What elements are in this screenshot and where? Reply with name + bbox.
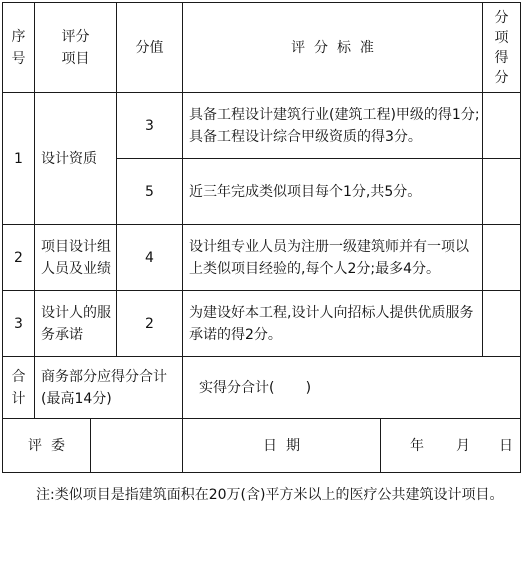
row2-item: 项目设计组人员及业绩: [41, 238, 111, 277]
row1b-score: 5: [145, 183, 154, 200]
row1a-score: 3: [145, 117, 154, 134]
reviewer-label: 评 委: [28, 437, 65, 454]
date-month: 月: [456, 437, 470, 454]
footnote: 注:类似项目是指建筑面积在20万(含)平方米以上的医疗公共建筑设计项目。: [36, 487, 504, 503]
header-score: 分值: [135, 39, 164, 56]
row3-seq: 3: [14, 315, 23, 332]
total-actual-score: 实得分合计( ): [199, 379, 312, 396]
row1-item: 设计资质: [41, 150, 97, 167]
date-label: 日 期: [263, 437, 300, 454]
row3-score: 2: [145, 315, 154, 332]
table-border-right: [520, 2, 521, 473]
row2-seq: 2: [14, 249, 23, 266]
total-max-score: 商务部分应得分合计(最高14分): [41, 368, 167, 407]
row3-item: 设计人的服务承诺: [41, 304, 111, 343]
row1a-criteria: 具备工程设计建筑行业(建筑工程)甲级的得1分;具备工程设计综合甲级资质的得3分。: [189, 106, 480, 145]
row1b-criteria: 近三年完成类似项目每个1分,共5分。: [189, 183, 422, 200]
total-label: 合 计: [11, 368, 26, 407]
header-seq: 序 号: [11, 28, 26, 67]
date-divider: [380, 418, 381, 472]
reviewer-divider: [90, 418, 91, 472]
date-day: 日: [499, 437, 513, 454]
table-border-bottom: [2, 472, 520, 473]
header-points: 分 项 得 分: [494, 9, 509, 86]
row2-criteria: 设计组专业人员为注册一级建筑师并有一项以上类似项目经验的,每个人2分;最多4分。: [189, 238, 469, 277]
date-year: 年: [410, 437, 424, 454]
row2-score: 4: [145, 249, 154, 266]
header-criteria: 评 分 标 准: [291, 39, 374, 56]
row3-criteria: 为建设好本工程,设计人向招标人提供优质服务承诺的得2分。: [189, 304, 474, 343]
row1-seq: 1: [14, 150, 23, 167]
header-item: 评分 项目: [61, 28, 90, 67]
